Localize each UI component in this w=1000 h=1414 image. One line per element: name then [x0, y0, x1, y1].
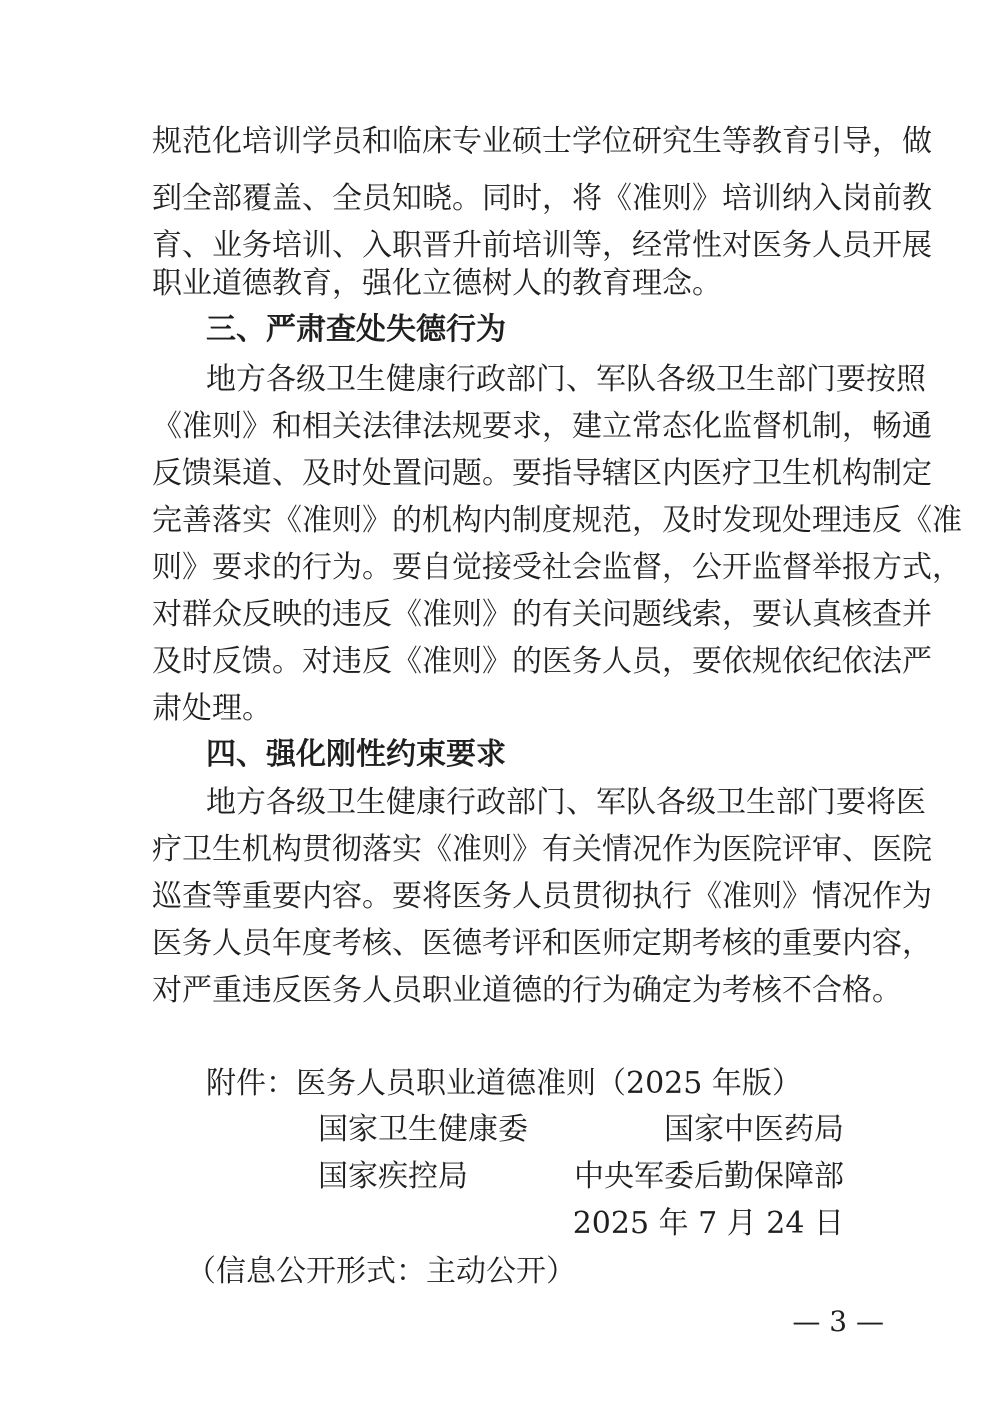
issue-date: 2025 年 7 月 24 日: [572, 1206, 844, 1241]
signatory-left-1: 国家卫生健康委: [318, 1112, 528, 1147]
paragraph-line: 对群众反映的违反《准则》的有关问题线索，要认真核查并: [152, 597, 932, 632]
attachment-line: 附件：医务人员职业道德准则（2025 年版）: [206, 1066, 802, 1101]
paragraph-line: 医务人员年度考核、医德考评和医师定期考核的重要内容，: [152, 926, 932, 961]
paragraph-line: 地方各级卫生健康行政部门、军队各级卫生部门要按照: [206, 362, 926, 397]
paragraph-line: 疗卫生机构贯彻落实《准则》有关情况作为医院评审、医院: [152, 832, 932, 867]
signatory-left-2: 国家疾控局: [318, 1159, 468, 1194]
paragraph-line: 到全部覆盖、全员知晓。同时，将《准则》培训纳入岗前教: [152, 181, 932, 216]
paragraph-line: 职业道德教育，强化立德树人的教育理念。: [152, 266, 722, 301]
paragraph-line: 巡查等重要内容。要将医务人员贯彻执行《准则》情况作为: [152, 879, 932, 914]
paragraph-line: 完善落实《准则》的机构内制度规范，及时发现处理违反《准: [152, 503, 962, 538]
paragraph-line: 规范化培训学员和临床专业硕士学位研究生等教育引导，做: [152, 124, 932, 159]
signatory-right-2: 中央军委后勤保障部: [574, 1159, 844, 1194]
paragraph-line: 及时反馈。对违反《准则》的医务人员，要依规依纪依法严: [152, 644, 932, 679]
page-number: — 3 —: [792, 1305, 884, 1338]
section-heading-4: 四、强化刚性约束要求: [206, 737, 506, 772]
paragraph-line: 对严重违反医务人员职业道德的行为确定为考核不合格。: [152, 973, 902, 1008]
paragraph-line: 则》要求的行为。要自觉接受社会监督，公开监督举报方式，: [152, 550, 962, 585]
section-heading-3: 三、严肃查处失德行为: [206, 312, 506, 347]
disclosure-note: （信息公开形式：主动公开）: [186, 1254, 576, 1289]
signatory-right-1: 国家中医药局: [664, 1112, 844, 1147]
paragraph-line: 《准则》和相关法律法规要求，建立常态化监督机制，畅通: [152, 409, 932, 444]
paragraph-line: 育、业务培训、入职晋升前培训等，经常性对医务人员开展: [152, 228, 932, 263]
paragraph-line: 肃处理。: [152, 691, 272, 726]
paragraph-line: 反馈渠道、及时处置问题。要指导辖区内医疗卫生机构制定: [152, 456, 932, 491]
paragraph-line: 地方各级卫生健康行政部门、军队各级卫生部门要将医: [206, 785, 926, 820]
